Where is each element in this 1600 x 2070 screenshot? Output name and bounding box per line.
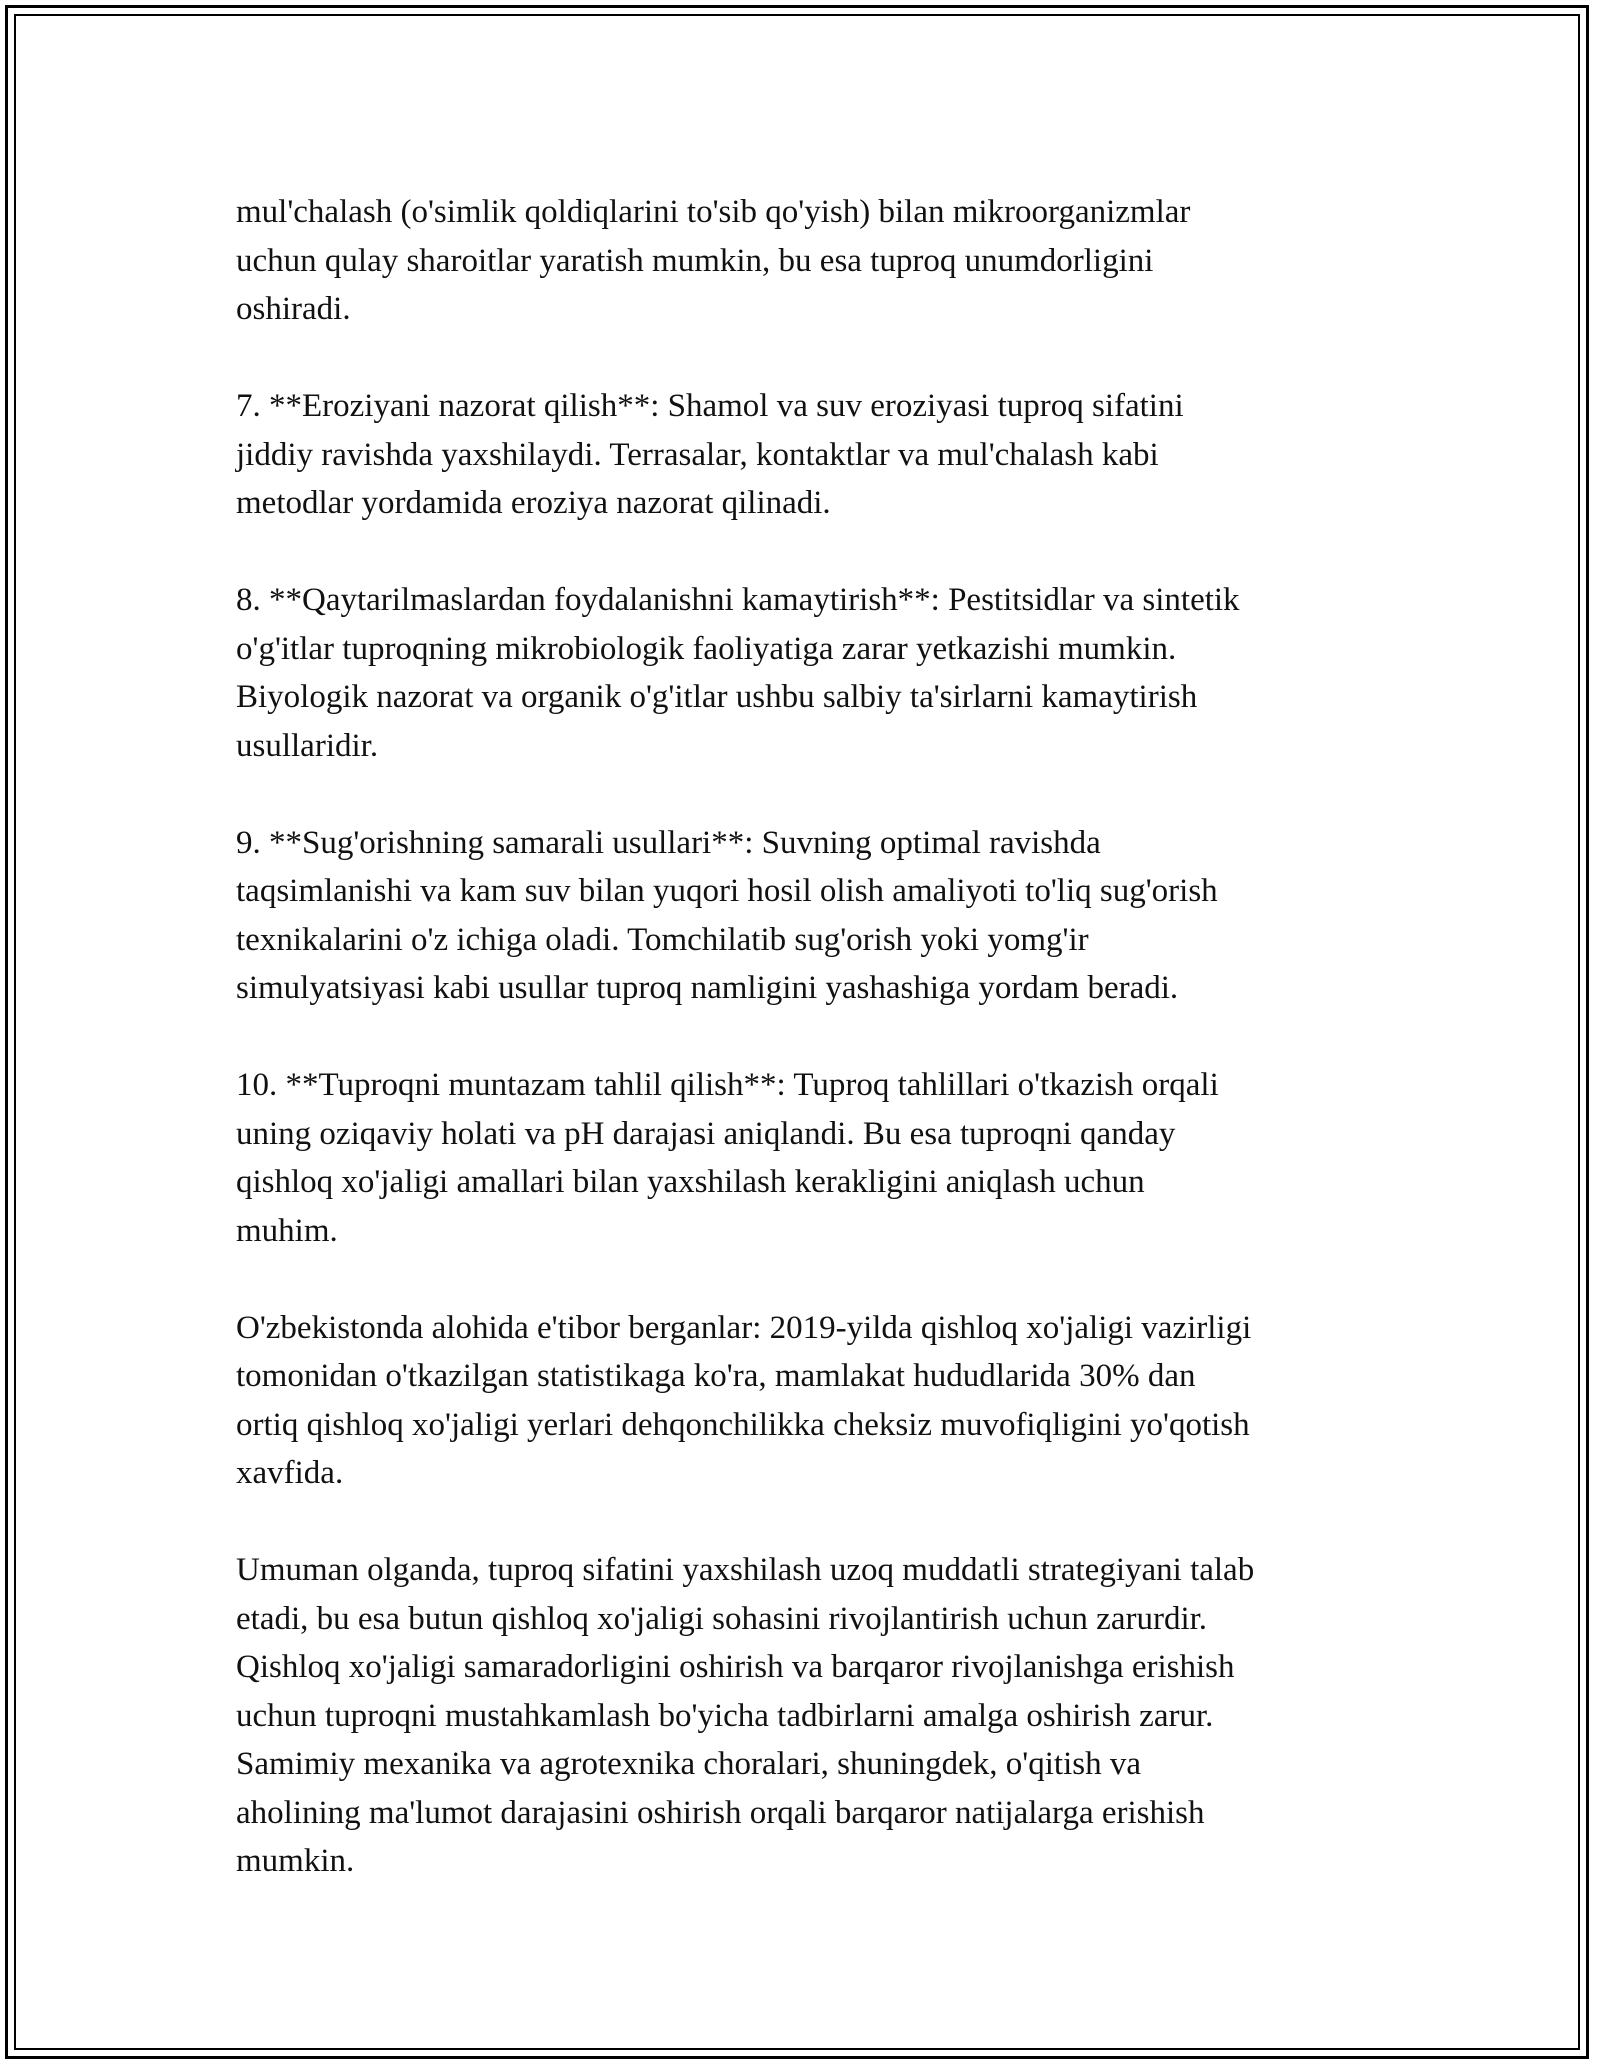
paragraph-item-7-erosion-control bbox=[236, 382, 1376, 528]
paragraph-item-10-soil-analysis bbox=[236, 1061, 1376, 1255]
text-line: o'g'itlar tuproqning mikrobiologik faoliyatiga zarar yetkazishi mumkin. bbox=[236, 630, 1177, 667]
text-line: Samimiy mexanika va agrotexnika choralari, shuningdek, o'qitish va bbox=[236, 1746, 1141, 1782]
paragraph-item-9-irrigation bbox=[236, 819, 1376, 1013]
text-line: xavfida. bbox=[236, 1455, 344, 1491]
text-line: jiddiy ravishda yaxshilaydi. Terrasalar, kontaktlar va mul'chalash kabi bbox=[236, 436, 1159, 473]
text-line: etadi, bu esa butun qishloq xo'jaligi sohasini rivojlantirish uchun zarurdir. bbox=[236, 1600, 1208, 1637]
text-line: Qishloq xo'jaligi samaradorligini oshirish va barqaror rivojlanishga erishish bbox=[236, 1649, 1235, 1685]
text-line: uchun tuproqni mustahkamlash bo'yicha tadbirlarni amalga oshirish zarur. bbox=[236, 1697, 1214, 1734]
text-line: 9. **Sug'orishning samarali usullari**: Suvning optimal ravishda bbox=[236, 824, 1101, 861]
paragraph-conclusion bbox=[236, 1546, 1376, 1886]
text-line: Umuman olganda, tuproq sifatini yaxshilash uzoq muddatli strategiyani talab bbox=[236, 1552, 1255, 1588]
text-line: simulyatsiyasi kabi usullar tuproq namligini yashashiga yordam beradi. bbox=[236, 970, 1179, 1006]
text-line: ortiq qishloq xo'jaligi yerlari dehqonchilikka cheksiz muvofiqligini yo'qotish bbox=[236, 1406, 1250, 1443]
text-line: 8. **Qaytarilmaslardan foydalanishni kamaytirish**: Pestitsidlar va sintetik bbox=[236, 582, 1240, 618]
text-line: mul'chalash (o'simlik qoldiqlarini to'sib qo'yish) bilan mikroorganizmlar bbox=[236, 194, 1191, 230]
paragraph-item-8-reduce-chemicals bbox=[236, 576, 1376, 770]
text-line: mumkin. bbox=[236, 1843, 355, 1879]
text-line: texnikalarini o'z ichiga oladi. Tomchilatib sug'orish yoki yomg'ir bbox=[236, 921, 1089, 958]
text-line: aholining ma'lumot darajasini oshirish orqali barqaror natijalarga erishish bbox=[236, 1794, 1205, 1831]
text-line: Biyologik nazorat va organik o'g'itlar ushbu salbiy ta'sirlarni kamaytirish bbox=[236, 679, 1198, 715]
text-line: taqsimlanishi va kam suv bilan yuqori hosil olish amaliyoti to'liq sug'orish bbox=[236, 873, 1218, 909]
text-line: uchun qulay sharoitlar yaratish mumkin, bu esa tuproq unumdorligini bbox=[236, 242, 1154, 279]
text-line: uning oziqaviy holati va pH darajasi aniqlandi. Bu esa tuproqni qanday bbox=[236, 1115, 1176, 1152]
text-line: tomonidan o'tkazilgan statistikaga ko'ra, mamlakat hududlarida 30% dan bbox=[236, 1358, 1196, 1394]
text-line: muhim. bbox=[236, 1212, 338, 1249]
paragraph-mulching-continuation bbox=[236, 188, 1376, 334]
text-line: metodlar yordamida eroziya nazorat qilinadi. bbox=[236, 485, 831, 521]
text-line: 7. **Eroziyani nazorat qilish**: Shamol va suv eroziyasi tuproq sifatini bbox=[236, 388, 1184, 424]
document-body bbox=[236, 188, 1376, 1886]
text-line: qishloq xo'jaligi amallari bilan yaxshilash kerakligini aniqlash uchun bbox=[236, 1164, 1145, 1200]
text-line: 10. **Tuproqni muntazam tahlil qilish**: Tuproq tahlillari o'tkazish orqali bbox=[236, 1067, 1219, 1103]
text-line: O'zbekistonda alohida e'tibor berganlar: 2019-yilda qishloq xo'jaligi vazirligi bbox=[236, 1309, 1252, 1346]
text-line: oshiradi. bbox=[236, 291, 351, 327]
text-line: usullaridir. bbox=[236, 727, 379, 764]
paragraph-uzbekistan-statistics bbox=[236, 1304, 1376, 1498]
